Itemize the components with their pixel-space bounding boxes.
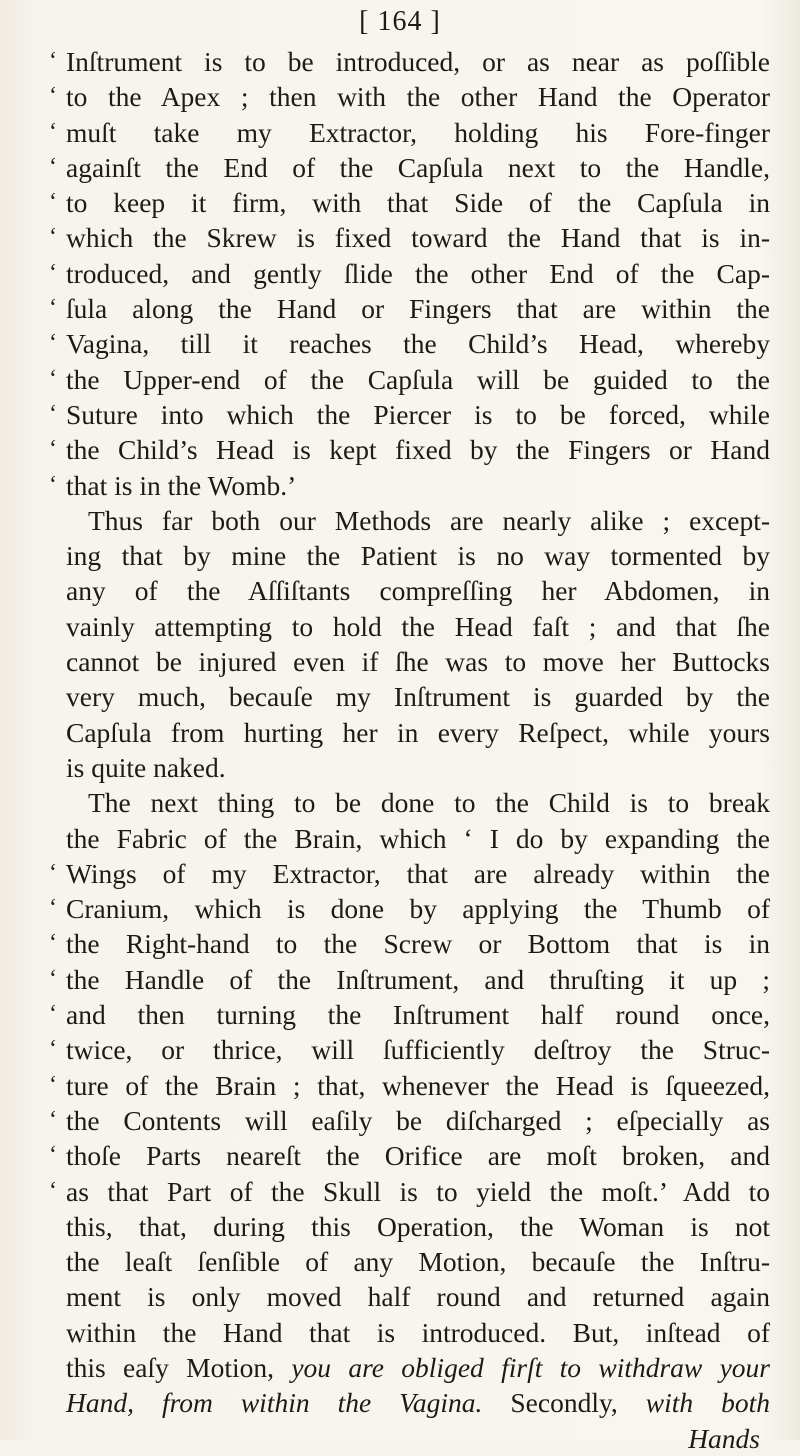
text-line bbox=[40, 1032, 770, 1067]
text-line bbox=[40, 44, 770, 79]
text-line bbox=[40, 1385, 770, 1420]
line-text: with both bbox=[645, 1387, 770, 1419]
text-line bbox=[40, 150, 770, 185]
text-line bbox=[40, 1103, 770, 1138]
quote-mark: ‘ bbox=[49, 1071, 57, 1098]
line-text: Hand, from within the Vagina. bbox=[66, 1387, 483, 1419]
text-line bbox=[40, 79, 770, 114]
text-line bbox=[40, 856, 770, 891]
line-text: the Upper-end of the Capſula will be guided to the bbox=[66, 363, 770, 395]
quote-mark bbox=[40, 1279, 66, 1314]
quote-mark: ‘ bbox=[49, 153, 57, 180]
text-line bbox=[40, 1068, 770, 1103]
text-line bbox=[40, 291, 770, 326]
text-line bbox=[40, 962, 770, 997]
quote-mark: ‘ bbox=[49, 930, 57, 957]
line-text: the Right-hand to the Screw or Bottom that is in bbox=[66, 928, 770, 960]
quote-mark bbox=[40, 750, 66, 785]
quote-mark: ‘ bbox=[49, 859, 57, 886]
line-text: Suture into which the Piercer is to be forced, while bbox=[66, 398, 770, 430]
text-line bbox=[40, 432, 770, 467]
text-line bbox=[40, 997, 770, 1032]
line-text: ſula along the Hand or Fingers that are within the bbox=[66, 293, 770, 325]
text-line bbox=[40, 362, 770, 397]
line-text: within the Hand that is introduced. But, inſtead of bbox=[66, 1316, 770, 1348]
quote-mark bbox=[40, 538, 66, 573]
line-text: troduced, and gently ſlide the other End of the Cap- bbox=[66, 257, 770, 289]
text-line bbox=[40, 926, 770, 961]
quote-mark: ‘ bbox=[49, 1106, 57, 1133]
quote-mark: ‘ bbox=[49, 224, 57, 251]
quote-mark bbox=[40, 1315, 66, 1350]
quote-mark bbox=[40, 1385, 66, 1420]
line-text: as that Part of the Skull is to yield the moſt.’ Add to bbox=[66, 1175, 770, 1207]
text-line bbox=[40, 715, 770, 750]
text-line bbox=[40, 644, 770, 679]
quote-mark bbox=[40, 821, 66, 856]
line-text: againſt the End of the Capſula next to the Handle, bbox=[66, 151, 770, 183]
line-text: that is in the Womb.’ bbox=[66, 469, 297, 501]
line-text: any of the Aſſiſtants compreſſing her Abdomen, in bbox=[66, 575, 770, 607]
line-text: is quite naked. bbox=[66, 751, 226, 783]
quote-mark: ‘ bbox=[49, 965, 57, 992]
text-line bbox=[40, 891, 770, 926]
catchword-line bbox=[40, 1421, 770, 1456]
line-text: this, that, during this Operation, the Woman is not bbox=[66, 1210, 770, 1242]
line-text: Secondly, bbox=[510, 1387, 618, 1419]
line-text: which the Skrew is fixed toward the Hand that is in- bbox=[66, 222, 770, 254]
quote-mark bbox=[40, 573, 66, 608]
line-text: twice, or thrice, will ſufficiently deſtroy the Struc- bbox=[66, 1034, 770, 1066]
line-text: very much, becauſe my Inſtrument is guarded by the bbox=[66, 681, 770, 713]
quote-mark: ‘ bbox=[49, 1177, 57, 1204]
line-text: Inſtrument is to be introduced, or as near as poſſible bbox=[66, 46, 770, 77]
text-line bbox=[40, 1279, 770, 1314]
text-line bbox=[40, 679, 770, 714]
line-text: ture of the Brain ; that, whenever the Head is ſqueezed, bbox=[66, 1069, 770, 1101]
quote-mark: ‘ bbox=[49, 48, 57, 74]
quote-mark: ‘ bbox=[49, 330, 57, 357]
quote-mark: ‘ bbox=[49, 118, 57, 145]
quote-mark bbox=[40, 715, 66, 750]
line-text: Vagina, till it reaches the Child’s Head, whereby bbox=[66, 328, 770, 360]
text-line bbox=[40, 220, 770, 255]
text-line bbox=[40, 397, 770, 432]
line-text: the leaſt ſenſible of any Motion, becauſe the Inſtru- bbox=[66, 1246, 770, 1278]
line-text: Capſula from hurting her in every Reſpect, while yours bbox=[66, 716, 770, 748]
line-text: cannot be injured even if ſhe was to move her Buttocks bbox=[66, 646, 770, 678]
quote-mark: ‘ bbox=[49, 259, 57, 286]
text-line bbox=[40, 1315, 770, 1350]
line-text: to the Apex ; then with the other Hand the Operator bbox=[66, 81, 770, 113]
quote-mark: ‘ bbox=[49, 189, 57, 216]
line-text: Cranium, which is done by applying the Thumb of bbox=[66, 893, 770, 925]
quote-mark: ‘ bbox=[49, 436, 57, 463]
quote-mark: ‘ bbox=[49, 1142, 57, 1169]
quote-mark: ‘ bbox=[49, 1001, 57, 1028]
line-text bbox=[66, 1385, 770, 1420]
line-text: and then turning the Inſtrument half round once, bbox=[66, 999, 770, 1031]
text-line bbox=[40, 115, 770, 150]
line-text: muſt take my Extractor, holding his Fore-finger bbox=[66, 116, 770, 148]
text-line bbox=[40, 750, 770, 785]
page-number: [ 164 ] bbox=[359, 6, 441, 37]
quote-mark: ‘ bbox=[49, 895, 57, 922]
text-line bbox=[40, 785, 770, 820]
body-text bbox=[40, 44, 770, 1456]
text-line bbox=[40, 538, 770, 573]
text-line bbox=[40, 468, 770, 503]
text-line bbox=[40, 1350, 770, 1385]
line-text: this eaſy Motion, bbox=[66, 1351, 275, 1383]
text-line bbox=[40, 1244, 770, 1279]
line-text: the Handle of the Inſtrument, and thruſting it up ; bbox=[66, 963, 770, 995]
text-line bbox=[40, 1174, 770, 1209]
quote-mark bbox=[40, 503, 66, 538]
text-line bbox=[40, 256, 770, 291]
line-text: The next thing to be done to the Child is to break bbox=[88, 787, 770, 819]
line-text bbox=[66, 1350, 770, 1385]
line-text: the Child’s Head is kept fixed by the Fingers or Hand bbox=[66, 434, 770, 466]
line-text: Thus far both our Methods are nearly alike ; except- bbox=[88, 504, 770, 536]
line-text: ment is only moved half round and returned again bbox=[66, 1281, 770, 1313]
quote-mark bbox=[40, 1209, 66, 1244]
line-text: vainly attempting to hold the Head faſt ; and that ſhe bbox=[66, 610, 770, 642]
quote-mark bbox=[40, 609, 66, 644]
line-text: you are obliged firſt to withdraw your bbox=[291, 1351, 770, 1383]
text-line bbox=[40, 1138, 770, 1173]
quote-mark bbox=[40, 679, 66, 714]
quote-mark: ‘ bbox=[49, 83, 57, 110]
text-line bbox=[40, 821, 770, 856]
text-line bbox=[40, 503, 770, 538]
quote-mark: ‘ bbox=[49, 471, 57, 498]
text-line bbox=[40, 326, 770, 361]
line-text: the Contents will eaſily be diſcharged ; eſpecially as bbox=[66, 1104, 770, 1136]
quote-mark: ‘ bbox=[49, 365, 57, 392]
line-text: to keep it firm, with that Side of the Capſula in bbox=[66, 187, 770, 219]
line-text: Wings of my Extractor, that are already within the bbox=[66, 857, 770, 889]
quote-mark bbox=[40, 1421, 66, 1456]
catchword: Hands bbox=[688, 1422, 760, 1454]
quote-mark bbox=[40, 1244, 66, 1279]
text-line bbox=[40, 609, 770, 644]
text-line bbox=[40, 1209, 770, 1244]
text-line bbox=[40, 573, 770, 608]
quote-mark: ‘ bbox=[49, 295, 57, 322]
quote-mark bbox=[40, 1350, 66, 1385]
text-line bbox=[40, 185, 770, 220]
line-text: the Fabric of the Brain, which ‘ I do by expanding the bbox=[66, 822, 770, 854]
quote-mark: ‘ bbox=[49, 1036, 57, 1063]
line-text: thoſe Parts neareſt the Orifice are moſt broken, and bbox=[66, 1140, 770, 1172]
line-text: ing that by mine the Patient is no way tormented by bbox=[66, 540, 770, 572]
quote-mark bbox=[40, 785, 66, 820]
quote-mark: ‘ bbox=[49, 400, 57, 427]
quote-mark bbox=[40, 644, 66, 679]
